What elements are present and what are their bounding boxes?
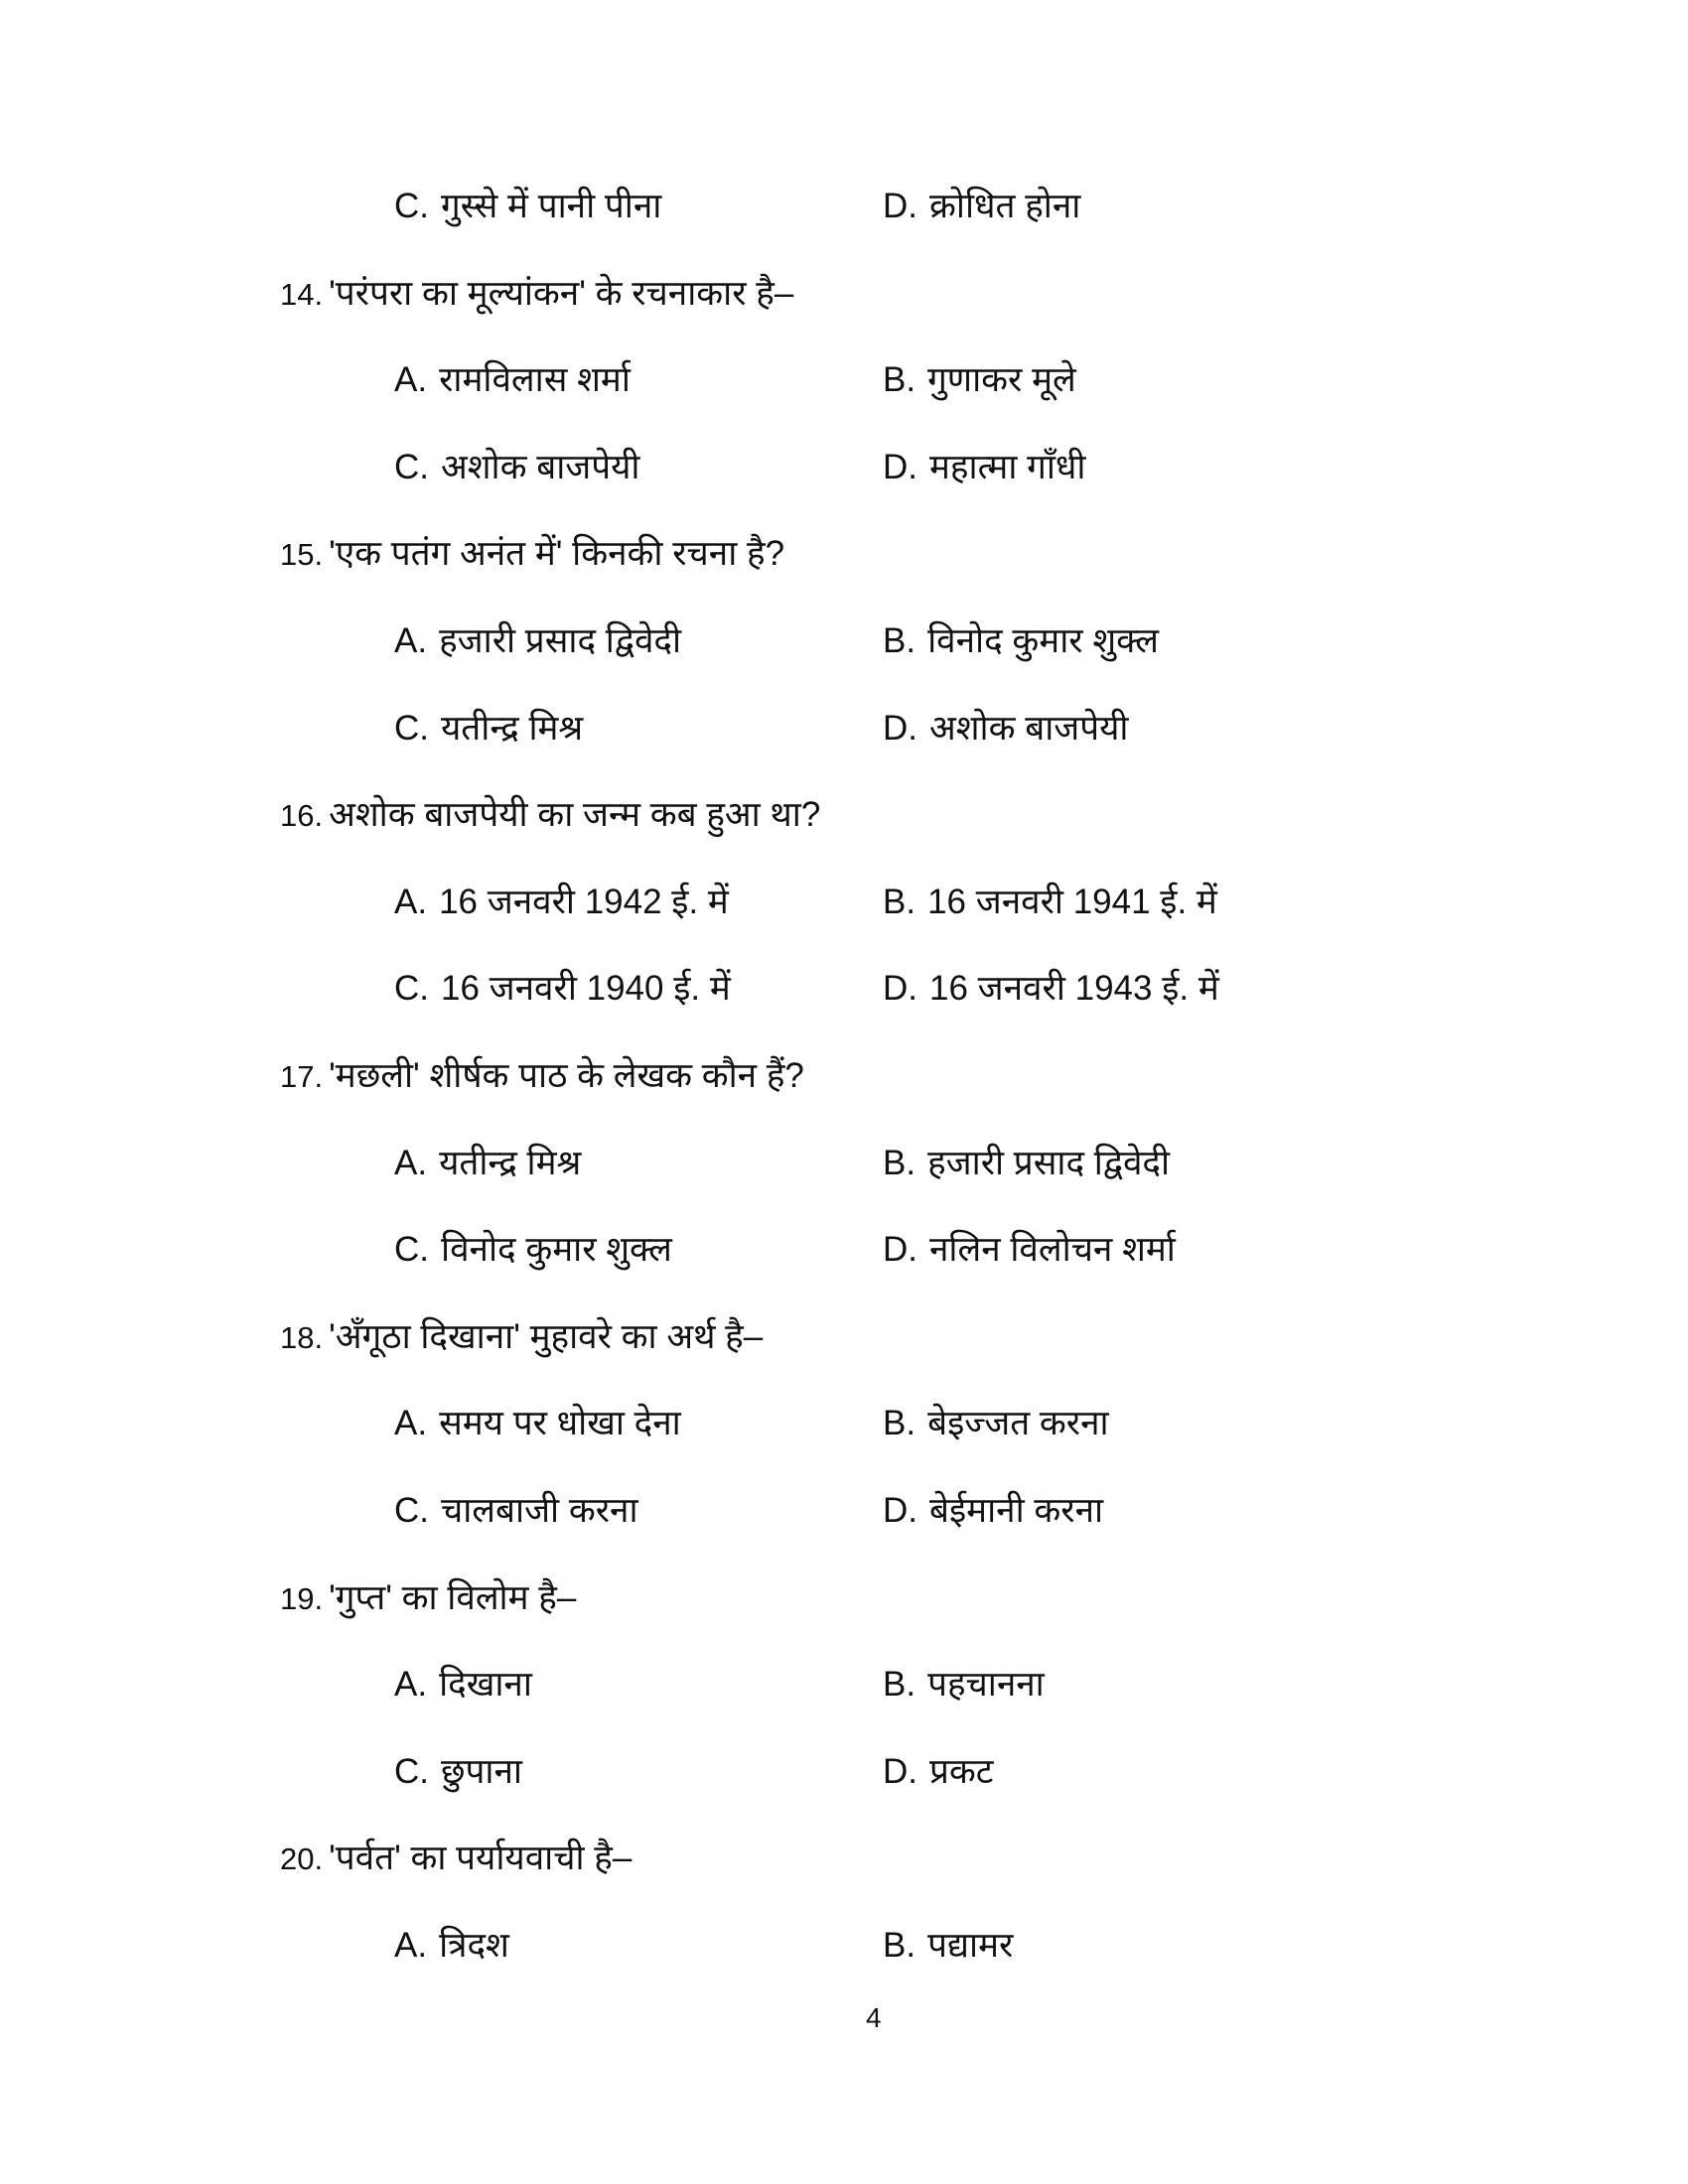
question-number: 14. <box>280 276 324 312</box>
option-label: A. <box>394 1925 428 1965</box>
option-label: B. <box>883 882 916 921</box>
option-row <box>0 1728 1688 1816</box>
option-text: हजारी प्रसाद द्विवेदी <box>927 1143 1171 1182</box>
question-14 <box>0 250 1688 338</box>
option-text: अशोक बाजपेयी <box>441 447 640 486</box>
option-row <box>0 859 1688 946</box>
option-d <box>883 1206 1176 1294</box>
question-text: 'अँगूठा दिखाना' मुहावरे का अर्थ है– <box>329 1316 764 1356</box>
option-label: D. <box>883 1490 917 1530</box>
option-text: गुस्से में पानी पीना <box>441 187 662 225</box>
question-number: 17. <box>280 1058 324 1094</box>
question-16 <box>0 771 1688 859</box>
option-label: D. <box>883 187 917 225</box>
option-text: यतीन्द्र मिश्र <box>441 708 584 748</box>
option-b <box>883 859 1217 946</box>
option-d <box>883 424 1086 511</box>
option-b <box>883 1902 1013 1989</box>
option-text: समय पर धोखा देना <box>439 1404 681 1443</box>
option-label: C. <box>394 1490 429 1530</box>
option-text: विनोद कुमार शुक्ल <box>927 620 1159 660</box>
question-text: 'पर्वत' का पर्यायवाची है– <box>329 1839 633 1878</box>
option-label: A. <box>394 1665 428 1705</box>
option-label: B. <box>883 1143 916 1182</box>
option-text: दिखाना <box>439 1665 532 1705</box>
option-b <box>883 1641 1045 1728</box>
question-number: 16. <box>280 798 324 834</box>
option-b <box>883 1380 1109 1467</box>
option-label: B. <box>883 360 916 400</box>
option-label: C. <box>394 187 429 225</box>
option-label: B. <box>883 1404 916 1443</box>
option-label: D. <box>883 708 917 748</box>
option-label: C. <box>394 969 429 1009</box>
option-a <box>394 1902 509 1989</box>
option-b <box>883 337 1076 424</box>
option-label: C. <box>394 1751 429 1791</box>
option-d <box>883 1728 993 1816</box>
option-a <box>394 1641 532 1728</box>
option-text: प्रकट <box>929 1751 994 1791</box>
option-a <box>394 337 631 424</box>
question-15 <box>0 510 1688 598</box>
option-c <box>394 945 731 1032</box>
option-text: हजारी प्रसाद द्विवेदी <box>439 620 682 660</box>
option-text: बेइज्जत करना <box>927 1404 1109 1443</box>
option-text: छुपाना <box>441 1751 522 1791</box>
option-row <box>0 1206 1688 1294</box>
option-row <box>0 163 1688 250</box>
option-row <box>0 685 1688 772</box>
option-label: A. <box>394 620 428 660</box>
question-number: 19. <box>280 1580 324 1616</box>
question-19 <box>0 1555 1688 1642</box>
question-18 <box>0 1294 1688 1381</box>
question-number: 20. <box>280 1842 324 1877</box>
page-number: 4 <box>866 2002 882 2033</box>
question-page <box>0 163 1688 1988</box>
option-label: B. <box>883 1665 916 1705</box>
option-label: D. <box>883 1230 917 1270</box>
option-label: A. <box>394 882 428 921</box>
option-text: गुणाकर मूले <box>927 360 1076 400</box>
option-c <box>394 1206 672 1294</box>
option-text: महात्मा गाँधी <box>929 447 1086 486</box>
option-row <box>0 598 1688 685</box>
option-text: बेईमानी करना <box>929 1490 1104 1530</box>
option-text: क्रोधित होना <box>929 187 1081 225</box>
option-text: विनोद कुमार शुक्ल <box>441 1230 672 1270</box>
question-17 <box>0 1032 1688 1120</box>
option-label: B. <box>883 1925 916 1965</box>
option-row <box>0 945 1688 1032</box>
option-text: पद्यामर <box>927 1925 1014 1965</box>
option-c <box>394 685 583 772</box>
option-b <box>883 1120 1170 1207</box>
option-label: B. <box>883 620 916 660</box>
option-row <box>0 1120 1688 1207</box>
option-label: D. <box>883 969 917 1009</box>
option-a <box>394 1380 681 1467</box>
option-d <box>883 945 1219 1032</box>
option-d <box>883 163 1080 250</box>
question-number: 18. <box>280 1319 324 1355</box>
option-row <box>0 424 1688 511</box>
option-label: C. <box>394 1230 429 1270</box>
option-c <box>394 424 639 511</box>
question-text: 'परंपरा का मूल्यांकन' के रचनाकार है– <box>329 273 794 313</box>
option-row <box>0 1641 1688 1728</box>
option-label: D. <box>883 1751 917 1791</box>
option-text: 16 जनवरी 1941 ई. में <box>927 882 1217 921</box>
option-d <box>883 685 1128 772</box>
option-label: D. <box>883 447 917 486</box>
option-label: A. <box>394 1143 428 1182</box>
option-text: त्रिदश <box>439 1925 509 1965</box>
option-text: अशोक बाजपेयी <box>929 708 1129 748</box>
question-text: 'मछली' शीर्षक पाठ के लेखक कौन हैं? <box>329 1055 804 1095</box>
option-a <box>394 1120 581 1207</box>
option-text: चालबाजी करना <box>441 1490 638 1530</box>
option-label: C. <box>394 447 429 486</box>
option-row <box>0 337 1688 424</box>
question-20 <box>0 1815 1688 1902</box>
option-d <box>883 1467 1103 1555</box>
question-number: 15. <box>280 537 324 573</box>
question-text: 'एक पतंग अनंत में' किनकी रचना है? <box>329 534 785 574</box>
option-b <box>883 598 1159 685</box>
option-label: C. <box>394 708 429 748</box>
option-c <box>394 163 661 250</box>
option-c <box>394 1467 638 1555</box>
option-row <box>0 1380 1688 1467</box>
option-a <box>394 598 681 685</box>
option-text: 16 जनवरी 1943 ई. में <box>929 969 1219 1009</box>
option-text: पहचानना <box>927 1665 1045 1705</box>
option-label: A. <box>394 1404 428 1443</box>
question-text: 'गुप्त' का विलोम है– <box>329 1577 577 1617</box>
option-label: A. <box>394 360 428 400</box>
option-row <box>0 1902 1688 1989</box>
option-a <box>394 859 729 946</box>
question-text: अशोक बाजपेयी का जन्म कब हुआ था? <box>329 795 821 835</box>
option-text: 16 जनवरी 1940 ई. में <box>441 969 731 1009</box>
option-text: नलिन विलोचन शर्मा <box>929 1230 1176 1270</box>
option-text: यतीन्द्र मिश्र <box>439 1143 582 1182</box>
option-text: रामविलास शर्मा <box>439 360 631 400</box>
option-text: 16 जनवरी 1942 ई. में <box>439 882 729 921</box>
option-c <box>394 1728 522 1816</box>
option-row <box>0 1467 1688 1555</box>
